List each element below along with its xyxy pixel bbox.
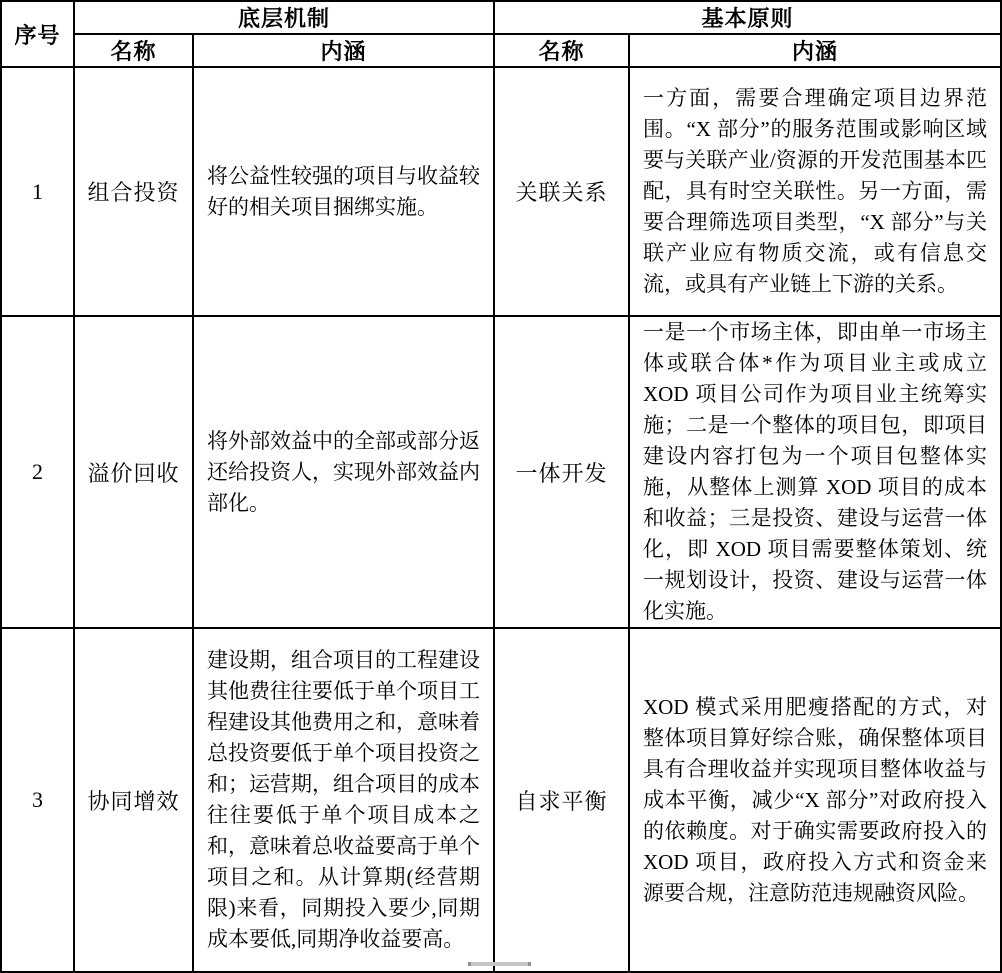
mechanism-description-text: 将外部效益中的全部或部分返还给投资人，实现外部效益内部化。 <box>207 428 481 515</box>
mechanism-name: 协同增效 <box>74 628 193 972</box>
principle-description <box>629 316 1001 628</box>
mechanism-description <box>193 67 494 316</box>
header-principle-name: 名称 <box>494 34 629 67</box>
row-number: 3 <box>1 628 74 972</box>
principle-description-text: XOD 模式采用肥瘦搭配的方式，对整体项目算好综合账，确保整体项目具有合理收益并实现项目整体收益与成本平衡，减少“X 部分”对政府投入的依赖度。对于确实需要政府投入的 XOD 项目，政府投入方式和资金来源要合规，注意防范违规融资风险。 <box>643 694 988 905</box>
header-serial: 序号 <box>1 1 74 67</box>
header-principle-connotation: 内涵 <box>629 34 1001 67</box>
header-group-principle: 基本原则 <box>494 1 1001 34</box>
mechanism-description-text: 将公益性较强的项目与收益较好的相关项目捆绑实施。 <box>207 163 481 219</box>
principle-name: 一体开发 <box>494 316 629 628</box>
mechanism-name: 组合投资 <box>74 67 193 316</box>
row-number: 1 <box>1 67 74 316</box>
mechanism-name: 溢价回收 <box>74 316 193 628</box>
page-bottom-artifact <box>468 962 531 966</box>
header-group-mechanism: 底层机制 <box>74 1 494 34</box>
mechanism-description <box>193 316 494 628</box>
principle-description-text: 一方面，需要合理确定项目边界范围。“X 部分”的服务范围或影响区域要与关联产业/资源的开发范围基本匹配，具有时空关联性。另一方面，需要合理筛选项目类型，“X 部分”与关联产业应有物质交流，或有信息交流，或具有产业链上下游的关系。 <box>643 86 988 296</box>
header-mechanism-connotation: 内涵 <box>193 34 494 67</box>
table-row <box>1 628 1001 972</box>
mechanism-description-text: 建设期，组合项目的工程建设其他费往往要低于单个项目工程建设其他费用之和，意味着总投资要低于单个项目投资之和；运营期，组合项目的成本往往要低于单个项目成本之和，意味着总收益要高于单个项目之和。从计算期(经营期限)来看，同期投入要少,同期成本要低,同期净收益要高。 <box>207 648 481 951</box>
principle-name: 关联关系 <box>494 67 629 316</box>
principle-description <box>629 628 1001 972</box>
mechanism-description <box>193 628 494 972</box>
row-number: 2 <box>1 316 74 628</box>
principle-description-text: 一是一个市场主体，即由单一市场主体或联合体*作为项目业主或成立 XOD 项目公司作为项目业主统筹实施；二是一个整体的项目包，即项目建设内容打包为一个项目包整体实施，从整体上测算 XOD 项目的成本和收益；三是投资、建设与运营一体化，即 XOD 项目需要整体策划、统一规划设计，投资、建设与运营一体化实施。 <box>643 320 988 623</box>
principle-name: 自求平衡 <box>494 628 629 972</box>
table-row <box>1 67 1001 316</box>
table-row <box>1 316 1001 628</box>
principle-description <box>629 67 1001 316</box>
header-mechanism-name: 名称 <box>74 34 193 67</box>
